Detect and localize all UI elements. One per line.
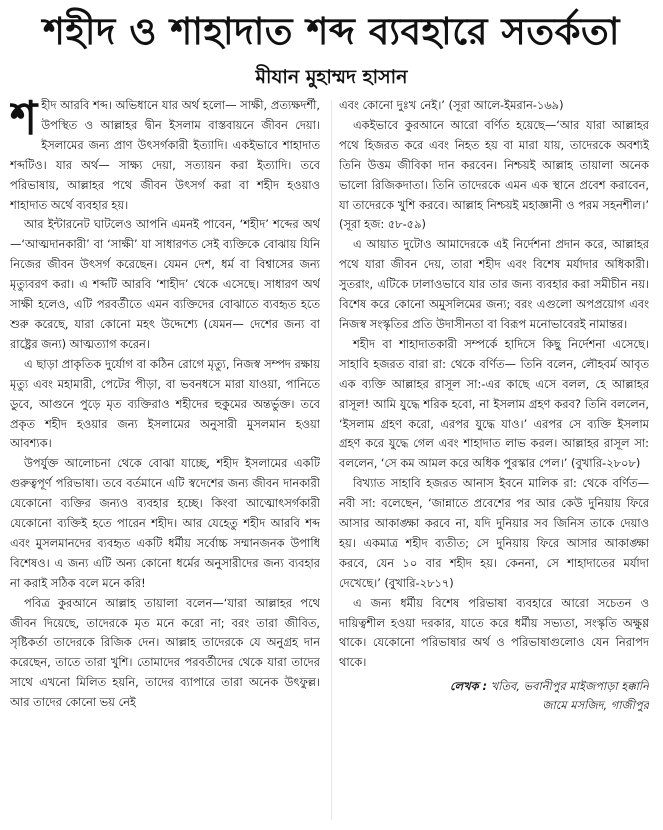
paragraph-intro-text: হীদ আরবি শব্দ। অভিধানে যার অর্থ হলো— সাক্ষী, প্রত্যক্ষদর্শী, উপস্থিত ও আল্লাহর দ্বীন ইসলাম বাস্তবায়নে জীবন দেয়া। ইসলামের জন্য প্রাণ উৎসর্গকারী ইত্যাদি। একইভাবে শাহাদাত শব্দটিও। যার অর্থ— সাক্ষ্য দেয়া, সত্যায়ন করা ইত্যাদি। তবে পরিভাষায়, আল্লাহর পথে জীবন উৎসর্গ করা বা শহীদ হওয়াও শাহাদাত অর্থে ব্যবহার হয়। (10, 98, 320, 212)
author-note-label: লেখক : (450, 679, 488, 694)
paragraph: উপর্যুক্ত আলোচনা থেকে বোঝা যাচ্ছে, শহীদ ইসলামের একটি গুরুত্বপূর্ণ পরিভাষা। তবে বর্তমানে এটি স্বদেশের জন্য জীবন দানকারী যেকোনো ব্যক্তির জন্যও ব্যবহার হচ্ছে। কিংবা আত্মোৎসর্গকারী যেকোনো ব্যক্তিই হতে পারেন শহীদ। আর যেহেতু শহীদ আরবি শব্দ এবং মুসলমানদের ব্যবহৃত একটি ধর্মীয় সর্বোচ্চ সম্মানজনক উপাধি বিশেষও। এ জন্য এটি অন্য কোনো ধর্মের অনুসারীদের জন্য ব্যবহার না করাই সঠিক বলে মনে করি! (10, 456, 320, 590)
paragraph-intro (10, 96, 320, 215)
right-column (339, 96, 649, 824)
author-note-line2: জামে মসজিদ, গাজীপুর (542, 698, 649, 713)
author-byline: মীযান মুহাম্মদ হাসান (255, 66, 408, 88)
paragraph: শহীদ বা শাহাদাতকারী সম্পর্কে হাদিসে কিছু নির্দেশনা এসেছে। সাহাবি হজরত বারা রা: থেকে বর্ণিত— তিনি বলেন, লৌহবর্ম আবৃত এক ব্যক্তি আল্লাহর রাসূল সা:-এর কাছে এসে বলল, হে আল্লাহর রাসূল! আমি যুদ্ধে শরিক হবো, না ইসলাম গ্রহণ করব? তিনি বললেন, ‘ইসলাম গ্রহণ করো, এরপর যুদ্ধে যাও।’ এরপর সে ব্যক্তি ইসলাম গ্রহণ করে যুদ্ধে গেল এবং শাহাদাত লাভ করল। আল্লাহর রাসূল সা: বললেন, ‘সে কম আমল করে অধিক পুরস্কার পেল।’ (বুখারি-২৮০৮) (339, 336, 649, 471)
paragraph: এ আয়াত দুটোও আমাদেরকে এই নির্দেশনা প্রদান করে, আল্লাহর পথে যারা জীবন দেয়, তারা শহীদ এবং বিশেষ মর্যাদার অধিকারী। সুতরাং, এটিকে ঢালাওভাবে যার তার জন্য ব্যবহার করা সমীচীন নয়। বিশেষ করে কোনো অমুসলিমের জন্য; বরং এগুলো অপপ্রয়োগ এবং নিজস্ব সংস্কৃতির প্রতি উদাসীনতা বা বিরূপ মনোভাবেরই নামান্তর। (339, 237, 649, 331)
paragraph: এ জন্য ধর্মীয় বিশেষ পরিভাষা ব্যবহারে আরো সচেতন ও দায়িত্বশীল হওয়া দরকার, যাতে করে ধর্মীয় সভ্যতা, সংস্কৃতি অক্ষুণ্ণ থাকে। যেকোনো পরিভাষার অর্থ ও পরিভাষাগুলোও যেন নিরাপদ থাকে। (339, 595, 649, 670)
article-title: শহীদ ও শাহাদাত শব্দ ব্যবহারে সতর্কতা (43, 10, 620, 53)
paragraph: এ ছাড়া প্রাকৃতিক দুর্যোগ বা কঠিন রোগে মৃত্যু, নিজস্ব সম্পদ রক্ষায় মৃত্যু এবং মহামারী, পেটের পীড়া, বা ভবনধসে মারা যাওয়া, পানিতে ডুবে, আগুনে পুড়ে মৃত ব্যক্তিরাও শহীদের হুকুমের অন্তর্ভুক্ত। তবে প্রকৃত শহীদ হওয়ার জন্য ইসলামের অনুসারী মুসলমান হওয়া আবশ্যক। (10, 356, 320, 451)
drop-cap: শ (10, 96, 38, 145)
left-column (10, 96, 320, 824)
paragraph: একইভাবে কুরআনে আরো বর্ণিত হয়েছে—‘আর যারা আল্লাহর পথে হিজরত করে এবং নিহত হয় বা মারা যায়, তাদেরকে অবশ্যই তিনি উত্তম জীবিকা দান করবেন। নিশ্চয়ই আল্লাহ তায়ালা অনেক ভালো রিজিকদাতা। তিনি তাদেরকে এমন এক স্থানে প্রবেশ করাবেন, যা তাদেরকে খুশি করবে। আল্লাহ নিশ্চয়ই মহাজ্ঞানী ও পরম সহনশীল।’ (সূরা হজ: ৫৮-৫৯) (339, 117, 649, 232)
paragraph: বিখ্যাত সাহাবি হজরত আনাস ইবনে মালিক রা: থেকে বর্ণিত—নবী সা: বলেছেন, ‘জান্নাতে প্রবেশের পর আর কেউ দুনিয়ায় ফিরে আসার আকাঙ্ক্ষা করবে না, যদি দুনিয়ার সব জিনিস তাকে দেয়াও হয়। একমাত্র শহীদ ব্যতীত; সে দুনিয়ায় ফিরে আসার আকাঙ্ক্ষা করবে, যেন ১০ বার শহীদ হয়। কেননা, সে শাহাদাতের মর্যাদা দেখেছে।’ (বুখারি-২৮১৭) (339, 476, 649, 590)
paragraph: আর ইন্টারনেট ঘাটলেও আপনি এমনই পাবেন, ‘শহীদ’ শব্দের অর্থ—‘আত্মদানকারী’ বা ‘সাক্ষী’ যা সাধারণত সেই ব্যক্তিকে বোঝায় যিনি নিজের জীবন উৎসর্গ করেছেন। যেমন দেশ, ধর্ম বা বিশ্বাসের জন্য মৃত্যুবরণ করা। এ শব্দটি আরবি ‘শাহীদ’ থেকে এসেছে। সাধারণ অর্থ সাক্ষী হলেও, এটি পরবর্তীতে এমন ব্যক্তিদের বোঝাতে ব্যবহৃত হতে শুরু করেছে, যারা কোনো মহৎ উদ্দেশ্যে (যেমন— দেশের জন্য বা রাষ্ট্রের জন্য) আত্মত্যাগ করেন। (10, 217, 320, 351)
author-note (339, 677, 649, 715)
author-note-line1: খতিব, ভবানীপুর মাইজপাড়া হক্কানি (490, 679, 649, 694)
paragraph-continued: এবং কোনো দুঃখ নেই।’ (সূরা আলে-ইমরান-১৬৯) (339, 98, 564, 112)
paragraph: পবিত্র কুরআনে আল্লাহ তায়ালা বলেন—‘যারা আল্লাহর পথে জীবন দিয়েছে, তাদেরকে মৃত মনে করো না; বরং তারা জীবিত, সৃষ্টিকর্তা তাদেরকে রিজিক দেন। আল্লাহ তাদেরকে যে অনুগ্রহ দান করেছেন, তাতে তারা খুশি। তোমাদের পরবর্তীদের থেকে যারা তাদের সাথে এখনো মিলিত হয়নি, তাদের ব্যাপারে তারা অনেক উৎফুল্ল। আর তাদের কোনো ভয় নেই (10, 595, 320, 710)
column-divider (331, 100, 332, 820)
